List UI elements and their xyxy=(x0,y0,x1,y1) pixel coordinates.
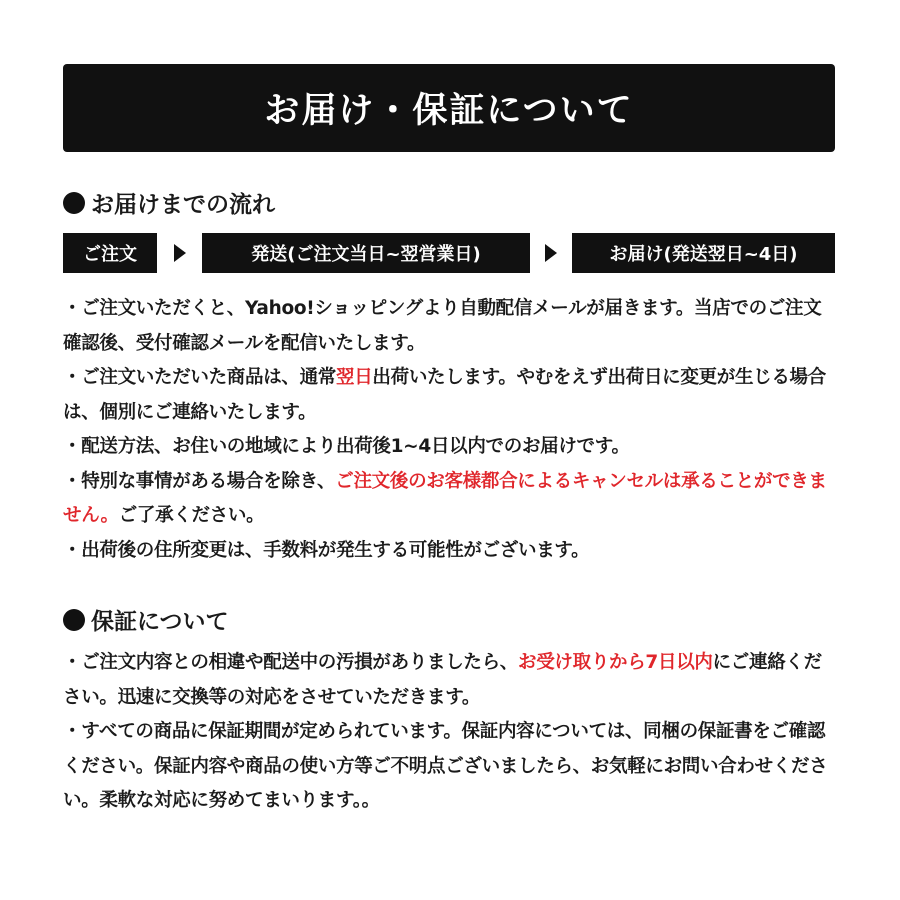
flow-step-deliver: お届け(発送翌日~4日) xyxy=(572,233,835,273)
delivery-bullet-4: ・特別な事情がある場合を除き、ご注文後のお客様都合によるキャンセルは承ることができません。ご了承ください。 xyxy=(63,470,827,526)
delivery-bullet-2: ・ご注文いただいた商品は、通常翌日出荷いたします。やむをえず出荷日に変更が生じる場合は、個別にご連絡いたします。 xyxy=(63,367,826,423)
page-title: お届け・保証について xyxy=(264,91,634,131)
warranty-bullet-2: ・すべての商品に保証期間が定められています。保証内容については、同梱の保証書をご確認ください。保証内容や商品の使い方等ご不明点ございましたら、お気軽にお問い合わせください。柔軟な対応に努めてまいります。。 xyxy=(63,721,828,811)
warranty-bullet-1: ・ご注文内容との相違や配送中の汚損がありましたら、お受け取りから7日以内にご連絡ください。迅速に交換等の対応をさせていただきます。 xyxy=(63,652,822,708)
warranty-section-heading xyxy=(63,603,229,636)
highlight-next-day: 翌日 xyxy=(336,367,373,388)
bullet-circle-icon xyxy=(63,609,85,631)
header-banner xyxy=(63,64,835,152)
bullet-circle-icon xyxy=(63,192,85,214)
warranty-heading-text: 保証について xyxy=(91,609,229,635)
warranty-body xyxy=(63,646,838,819)
delivery-bullet-3: ・配送方法、お住いの地域により出荷後1~4日以内でのお届けです。 xyxy=(63,436,630,457)
highlight-seven-days: お受け取りから7日以内 xyxy=(518,652,713,673)
delivery-bullet-1: ・ご注文いただくと、Yahoo!ショッピングより自動配信メールが届きます。当店でのご注文確認後、受付確認メールを配信いたします。 xyxy=(63,298,822,354)
delivery-flow xyxy=(63,233,835,273)
delivery-section-heading xyxy=(63,186,275,219)
highlight-no-cancel: ご注文後のお客様都合によるキャンセルは承ることができません。 xyxy=(63,470,827,526)
flow-step-order: ご注文 xyxy=(63,233,157,273)
arrow-right-icon xyxy=(545,244,557,262)
delivery-body xyxy=(63,292,838,568)
delivery-heading-text: お届けまでの流れ xyxy=(91,192,275,218)
flow-step-ship: 発送(ご注文当日~翌営業日) xyxy=(202,233,530,273)
arrow-right-icon xyxy=(174,244,186,262)
delivery-bullet-5: ・出荷後の住所変更は、手数料が発生する可能性がございます。 xyxy=(63,539,590,561)
